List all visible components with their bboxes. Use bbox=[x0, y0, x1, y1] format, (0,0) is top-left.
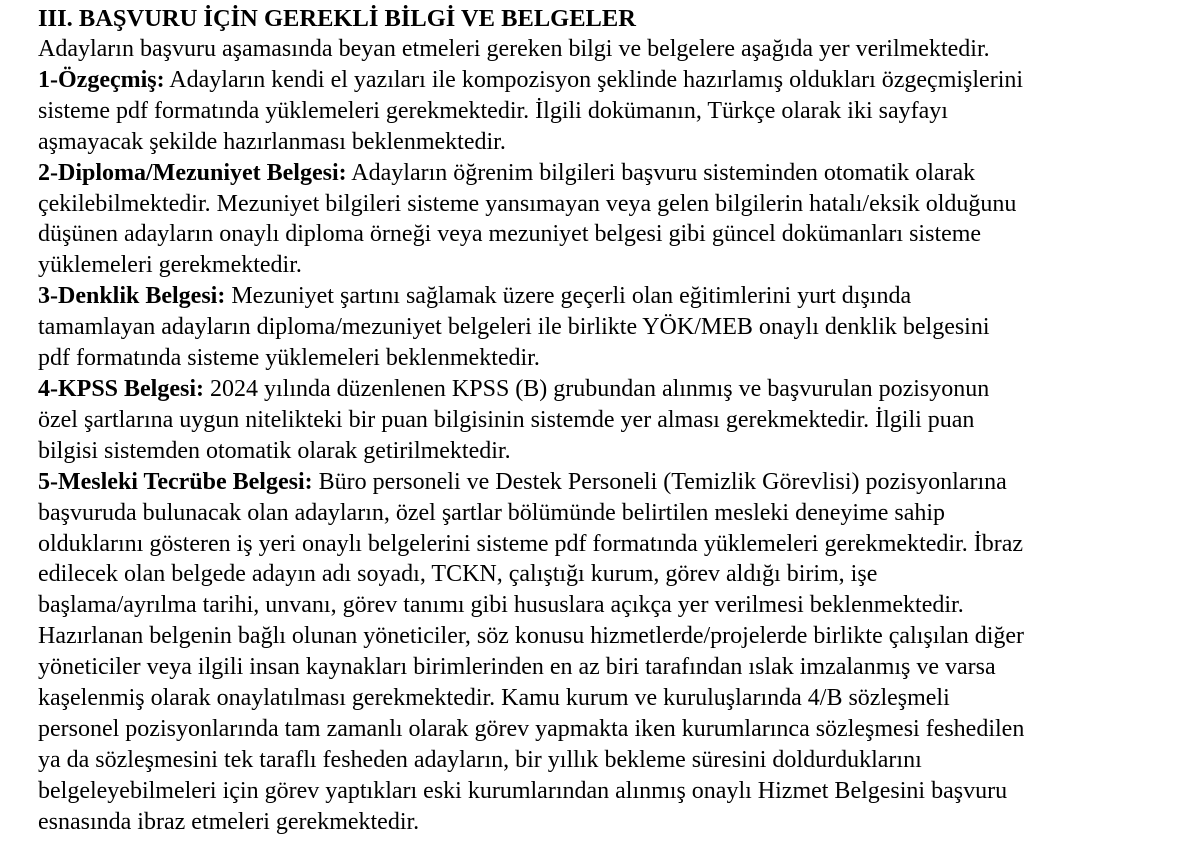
text-line: düşünen adayların onaylı diploma örneği veya mezuniyet belgesi gibi güncel dokümanları sisteme bbox=[38, 221, 982, 248]
text-line: pdf formatında sisteme yüklemeleri beklenmektedir. bbox=[38, 345, 540, 372]
text-line bbox=[38, 281, 1178, 312]
text-line: personel pozisyonlarında tam zamanlı olarak görev yapmakta iken kurumlarınca sözleşmesi feshedilen bbox=[38, 715, 1025, 742]
text-line: özel şartlarına uygun nitelikteki bir puan bilgisinin sistemde yer alması gerekmektedir. İlgili puan bbox=[38, 406, 975, 433]
section-diploma bbox=[38, 158, 1178, 282]
text-line: belgeleyebilmeleri için görev yaptıkları eski kurumlarından alınmış onaylı Hizmet Belgesini başvuru bbox=[38, 777, 1008, 804]
text-line: Hazırlanan belgenin bağlı olunan yöneticiler, söz konusu hizmetlerde/projelerde birlikte çalışılan diğer bbox=[38, 623, 1025, 650]
text-line: kaşelenmiş olarak onaylatılması gerekmektedir. Kamu kurum ve kuruluşlarında 4/B sözleşmeli bbox=[38, 685, 950, 712]
section-ozgecmis bbox=[38, 65, 1178, 158]
section-text: Adayların öğrenim bilgileri başvuru sisteminden otomatik olarak bbox=[346, 159, 976, 186]
text-line: edilecek olan belgede adayın adı soyadı, TCKN, çalıştığı kurum, görev aldığı birim, işe bbox=[38, 561, 878, 588]
text-line: bilgisi sistemden otomatik olarak getirilmektedir. bbox=[38, 437, 511, 464]
text-line: esnasında ibraz etmeleri gerekmektedir. bbox=[38, 808, 420, 835]
section-text: Büro personeli ve Destek Personeli (Temizlik Görevlisi) pozisyonlarına bbox=[312, 468, 1007, 495]
text-line: başvuruda bulunacak olan adayların, özel şartlar bölümünde belirtilen mesleki deneyime sahip bbox=[38, 499, 946, 526]
section-heading: III. BAŞVURU İÇİN GEREKLİ BİLGİ VE BELGELER bbox=[38, 5, 636, 32]
section-title: 4-KPSS Belgesi: bbox=[38, 375, 204, 402]
section-text: Adayların kendi el yazıları ile kompozisyon şeklinde hazırlamış oldukları özgeçmişlerini bbox=[164, 66, 1024, 93]
section-title: 5-Mesleki Tecrübe Belgesi: bbox=[38, 468, 313, 495]
section-text: Mezuniyet şartını sağlamak üzere geçerli olan eğitimlerini yurt dışında bbox=[225, 283, 912, 310]
text-line: tamamlayan adayların diploma/mezuniyet belgeleri ile birlikte YÖK/MEB onaylı denklik belgesini bbox=[38, 314, 990, 341]
section-kpss bbox=[38, 374, 1178, 467]
section-denklik bbox=[38, 281, 1178, 374]
intro-paragraph: Adayların başvuru aşamasında beyan etmeleri gereken bilgi ve belgelere aşağıda yer verilmektedir. bbox=[38, 36, 990, 62]
text-line: sisteme pdf formatında yüklemeleri gerekmektedir. İlgili dokümanın, Türkçe olarak iki sayfayı bbox=[38, 97, 948, 124]
text-line: olduklarını gösteren iş yeri onaylı belgelerini sisteme pdf formatında yüklemeleri gerekmektedir. İbraz bbox=[38, 530, 1024, 557]
text-line bbox=[38, 467, 1178, 498]
text-line bbox=[38, 65, 1178, 96]
text-line: çekilebilmektedir. Mezuniyet bilgileri sisteme yansımayan veya gelen bilgilerin hatalı/eksik olduğunu bbox=[38, 190, 1017, 217]
section-title: 1-Özgeçmiş: bbox=[38, 66, 165, 93]
text-line: başlama/ayrılma tarihi, unvanı, görev tanımı gibi hususlara açıkça yer verilmesi beklenmektedir. bbox=[38, 592, 964, 619]
text-line: ya da sözleşmesini tek taraflı fesheden adayların, bir yıllık bekleme süresini doldurduklarını bbox=[38, 746, 922, 773]
text-line: yöneticiler veya ilgili insan kaynakları birimlerinden en az biri tarafından ıslak imzalanmış ve varsa bbox=[38, 654, 996, 681]
text-line: aşmayacak şekilde hazırlanması beklenmektedir. bbox=[38, 128, 506, 155]
text-line bbox=[38, 158, 1178, 189]
section-title: 3-Denklik Belgesi: bbox=[38, 283, 226, 310]
section-mesleki-tecrube bbox=[38, 467, 1178, 838]
section-title: 2-Diploma/Mezuniyet Belgesi: bbox=[38, 159, 347, 186]
section-text: 2024 yılında düzenlenen KPSS (B) grubundan alınmış ve başvurulan pozisyonun bbox=[204, 375, 990, 402]
document-page bbox=[38, 4, 1178, 838]
text-line bbox=[38, 374, 1178, 405]
text-line: yüklemeleri gerekmektedir. bbox=[38, 252, 302, 279]
